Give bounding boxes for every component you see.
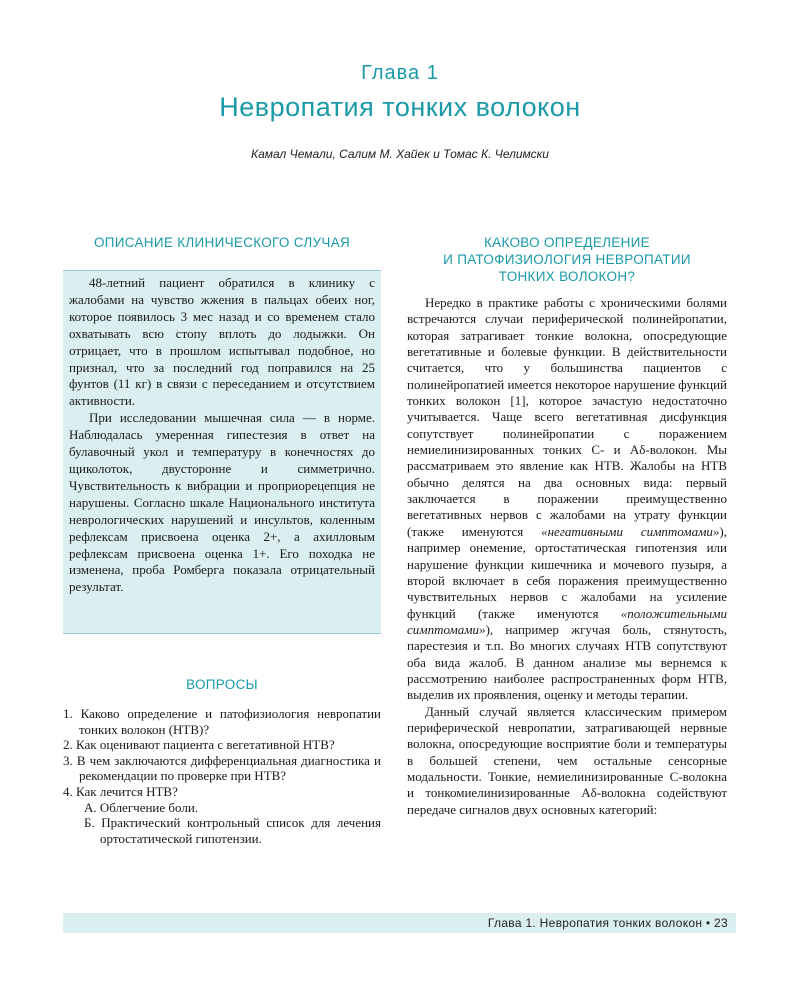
case-paragraph: При исследовании мышечная сила — в норме. Наблюдалась умеренная гипестезия в ответ на булавочный укол и температуру в конечностях до щиколоток, двусторонне и симметрично. Чувствительность к вибрации и проприорецепция не нарушены. Согласно шкале Национального института неврологических нарушений и инсультов, коленным рефлексам присвоена оценка 2+, а ахилловым рефлексам присвоена оценка 1+. Его походка не изменена, проба Ромберга показала отрицательный результат.: [69, 410, 375, 595]
definition-paragraph: [407, 295, 727, 704]
authors: Камал Чемали, Салим М. Хайек и Томас К. Челимски: [251, 147, 549, 161]
definition-heading: [407, 234, 727, 285]
emphasis-negative-symptoms: «негативными симптомами»: [541, 523, 720, 539]
running-footer: Глава 1. Невропатия тонких волокон • 23: [487, 916, 728, 930]
questions-heading: ВОПРОСЫ: [186, 677, 258, 692]
definition-heading-line: ТОНКИХ ВОЛОКОН?: [498, 269, 636, 284]
definition-heading-line: КАКОВО ОПРЕДЕЛЕНИЕ: [484, 235, 650, 250]
question-subitem: А. Облегчение боли.: [84, 799, 199, 815]
footer-bar: [63, 913, 736, 933]
case-paragraph: 48-летний пациент обратился в клинику с жалобами на чувство жжения в пальцах обеих ног, которое появилось 3 мес назад и со временем стало охватывать всю стопу вплоть до лодыжки. Он отрицает, что в прошлом испытывал подобное, но признал, что за последний год поправился на 25 фунтов (11 кг) в связи с переседанием и отсутствием активности.: [69, 275, 375, 409]
question-item: 1. Каково определение и патофизиология невропатии тонких волокон (НТВ)?: [63, 706, 381, 737]
question-item: 2. Как оценивают пациента с вегетативной НТВ?: [63, 737, 335, 753]
chapter-title: Невропатия тонких волокон: [219, 92, 581, 122]
question-subitem: Б. Практический контрольный список для лечения ортостатической гипотензии.: [84, 815, 381, 846]
case-heading: ОПИСАНИЕ КЛИНИЧЕСКОГО СЛУЧАЯ: [93, 235, 351, 250]
text-run: ), например онемение, ортостатическая гипотензия или нарушение функции кишечника и мочевого пузыря, а второй включает в себя поражения преимущественно чувствительных нервов с жалобами на усиление функций (также именуются: [407, 523, 727, 621]
text-run: Нередко в практике работы с хроническими болями встречаются случаи периферической полинейропатии, которая затрагивает тонкие волокна, опосредующие вегетативные и болевые функции. В действительности считается, что у большинства пациентов с полинейропатией имеется некоторое нарушение функций тонких волокон [1], которое зачастую недостаточно учитывается. Чаще всего вегетативная дисфункция сопутствует полинейропатии с поражением немиелинизированных тонких С- и Aδ-волокон. Мы рассматриваем это явление как НТВ. Жалобы на НТВ обычно делятся на два основных вида: первый заключается в поражении преимущественно вегетативных нервов с жалобами на утрату функции (также именуются: [407, 295, 727, 539]
questions-list: [63, 706, 381, 846]
question-item: 4. Как лечится НТВ?: [63, 783, 178, 799]
case-box: [63, 270, 381, 634]
question-item: 3. В чем заключаются дифференциальная диагностика и рекомендации по проверке при НТВ?: [63, 752, 381, 784]
chapter-label: Глава 1: [361, 62, 439, 84]
text-run: ), например жгучая боль, стянутость, парестезия и т.п. Во многих случаях НТВ сопутствуют оба вида жалоб. В данном анализе мы вернемся к рассмотрению наиболее распространенных форм НТВ, выделив их проявления, оценку и методы терапии.: [407, 621, 727, 703]
definition-body: [407, 295, 727, 818]
definition-paragraph: Данный случай является классическим примером периферической невропатии, затрагивающей нервные волокна, опосредующие восприятие боли и температуры в большей степени, чем остальные сенсорные модальности. Тонкие, немиелинизированные С-волокна и тонкомиелинизированные Aδ-волокна содействуют передаче сигналов двух основных категорий:: [407, 703, 727, 817]
definition-heading-line: И ПАТОФИЗИОЛОГИЯ НЕВРОПАТИИ: [443, 252, 691, 267]
emphasis-positive-symptoms: «положительными симптомами»: [407, 605, 727, 637]
